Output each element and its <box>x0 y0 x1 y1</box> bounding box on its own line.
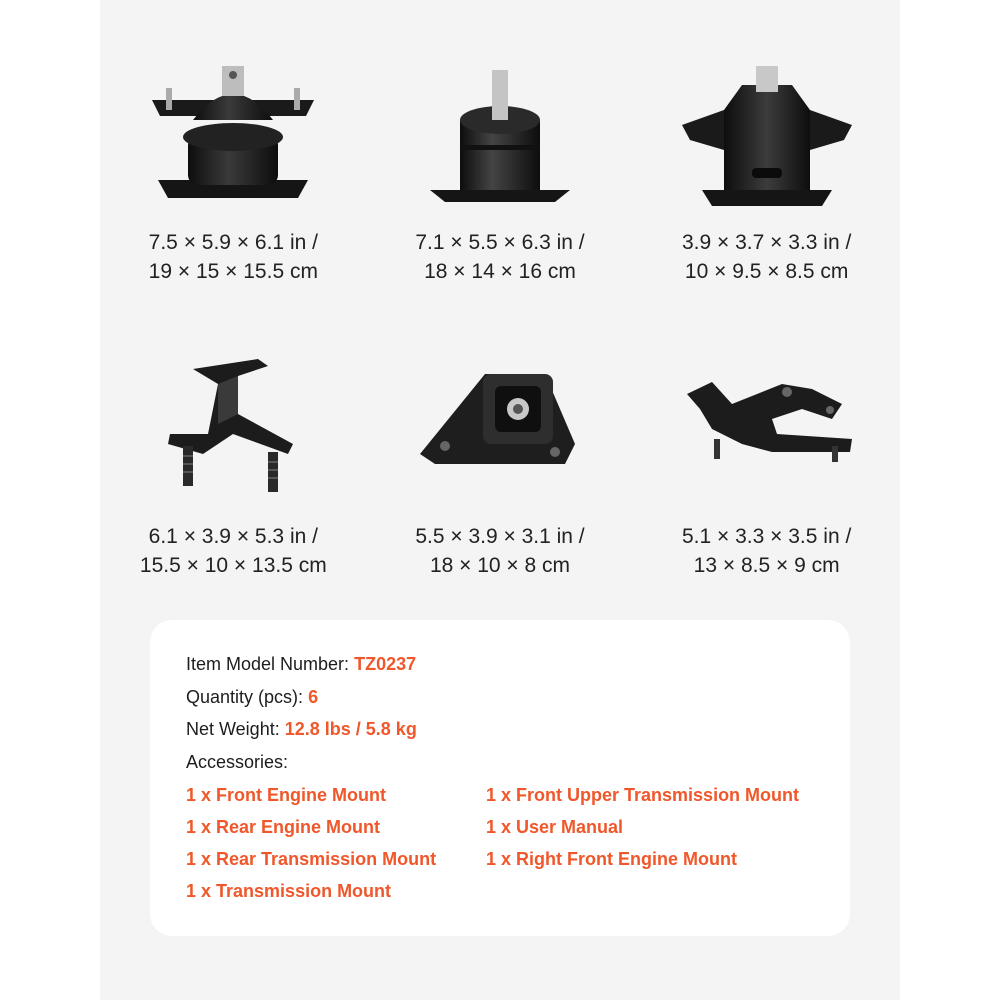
model-number-value: TZ0237 <box>354 654 417 674</box>
accessory-item: 1 x Front Engine Mount <box>186 785 386 805</box>
product-card <box>633 40 900 286</box>
dims-inches: 5.5 × 3.9 × 3.1 in / <box>415 525 585 548</box>
dims-inches: 6.1 × 3.9 × 5.3 in / <box>148 525 318 548</box>
dims-centimeters: 15.5 × 10 × 13.5 cm <box>139 554 327 577</box>
quantity-value: 6 <box>308 687 319 707</box>
accessories-label: Accessories: <box>186 752 289 772</box>
accessory-item: 1 x Rear Transmission Mount <box>186 849 437 869</box>
net-weight-label: Net Weight: <box>186 719 280 739</box>
upper-transmission-mount-icon <box>672 334 862 514</box>
model-number-label: Item Model Number: <box>186 654 350 674</box>
rear-engine-mount-icon <box>672 40 862 220</box>
dims-inches: 7.5 × 5.9 × 6.1 in / <box>148 231 318 254</box>
dims-inches: 5.1 × 3.3 × 3.5 in / <box>682 525 852 548</box>
net-weight-value: 12.8 lbs / 5.8 kg <box>284 719 417 739</box>
quantity-label: Quantity (pcs): <box>186 687 304 707</box>
right-front-engine-mount-icon <box>405 40 595 220</box>
bracket-mount-icon <box>138 334 328 514</box>
dims-centimeters: 10 × 9.5 × 8.5 cm <box>684 260 849 283</box>
product-card <box>633 334 900 580</box>
product-card <box>100 334 367 580</box>
product-card <box>367 334 634 580</box>
dims-centimeters: 18 × 14 × 16 cm <box>424 260 576 283</box>
product-card <box>100 40 367 286</box>
product-card <box>367 40 634 286</box>
accessory-item: 1 x User Manual <box>486 817 624 837</box>
transmission-mount-icon <box>405 334 595 514</box>
dims-inches: 3.9 × 3.7 × 3.3 in / <box>682 231 852 254</box>
dims-inches: 7.1 × 5.5 × 6.3 in / <box>415 231 585 254</box>
dims-centimeters: 19 × 15 × 15.5 cm <box>148 260 318 283</box>
dims-centimeters: 18 × 10 × 8 cm <box>429 554 571 577</box>
accessory-item: 1 x Right Front Engine Mount <box>486 849 737 869</box>
quantity-row <box>186 687 318 708</box>
model-number-row <box>186 654 416 675</box>
dims-centimeters: 13 × 8.5 × 9 cm <box>693 554 840 577</box>
net-weight-row <box>186 719 417 740</box>
accessory-item: 1 x Transmission Mount <box>186 881 392 901</box>
accessory-item: 1 x Front Upper Transmission Mount <box>486 785 800 805</box>
product-grid <box>100 40 900 580</box>
front-engine-mount-icon <box>138 40 328 220</box>
accessory-item: 1 x Rear Engine Mount <box>186 817 381 837</box>
